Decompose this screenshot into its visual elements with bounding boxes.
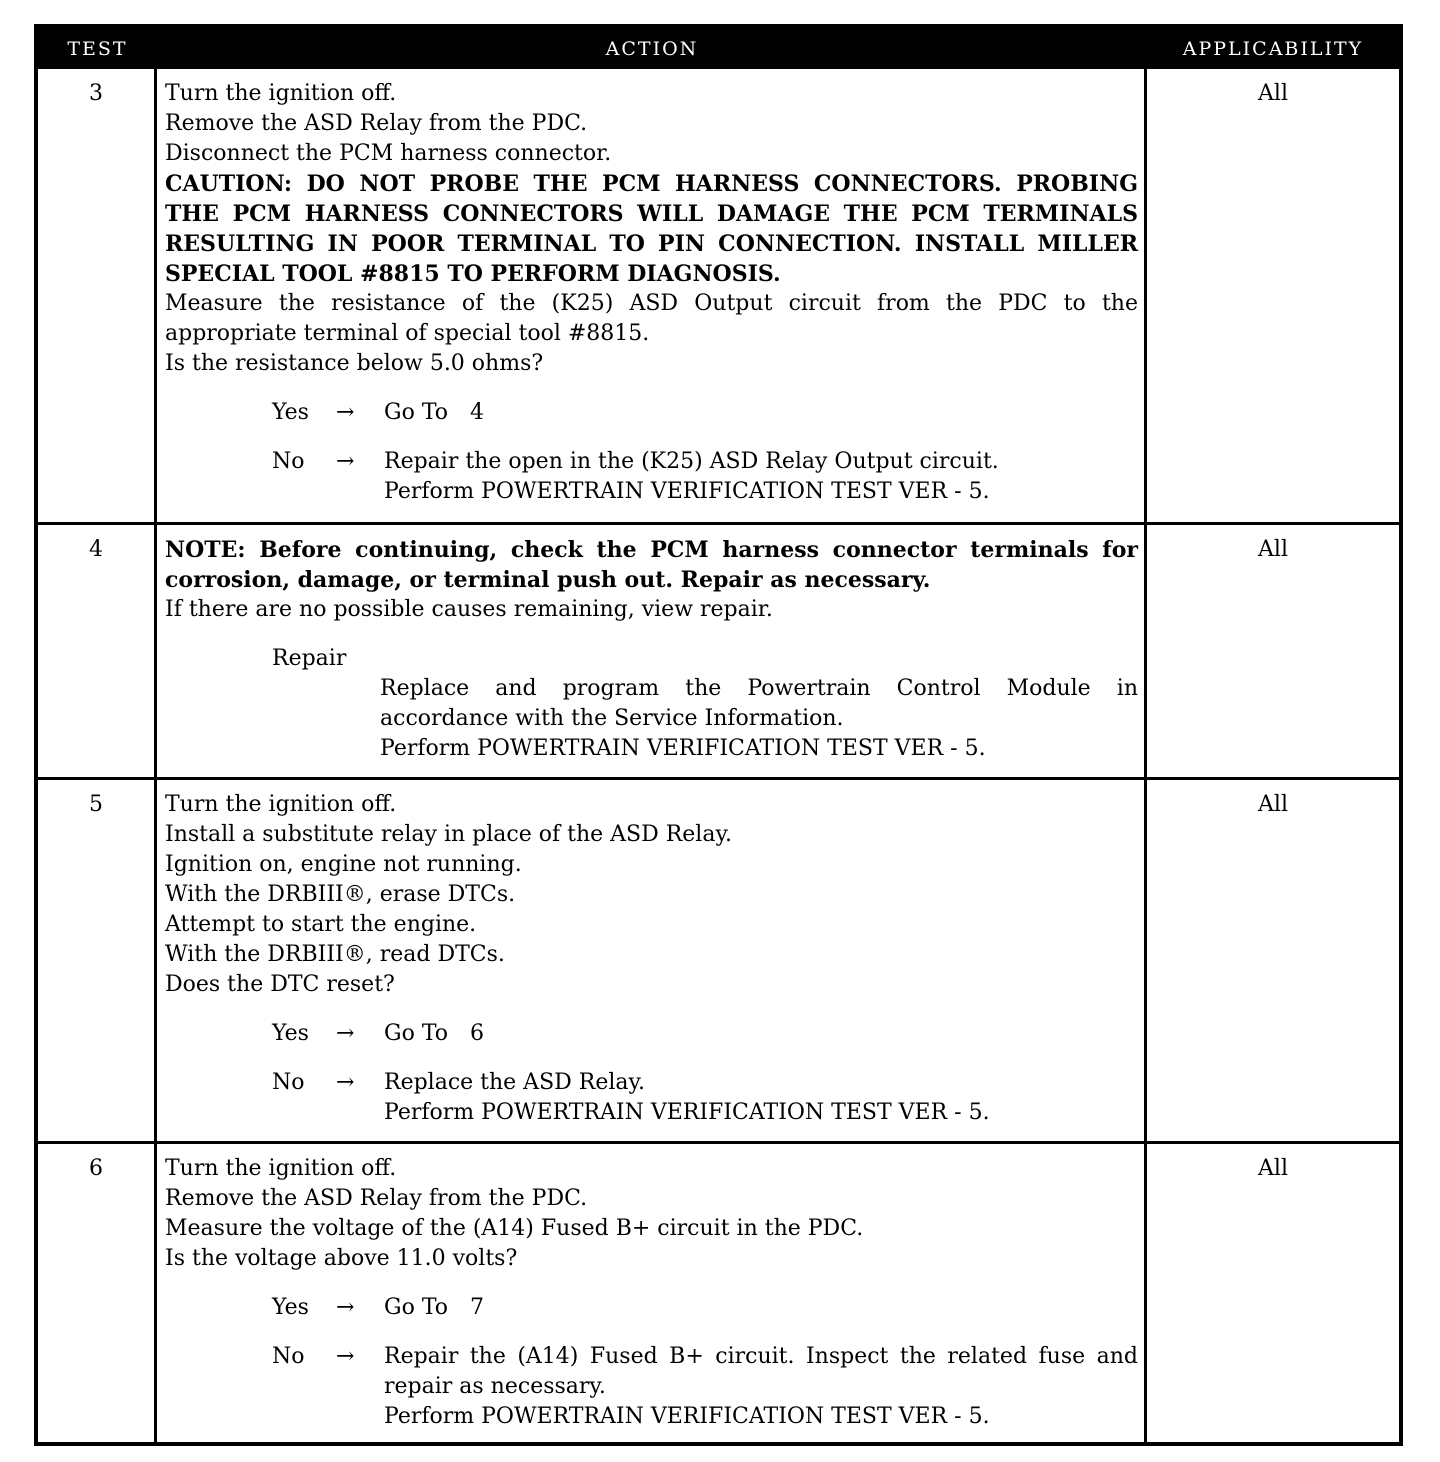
action-step: Disconnect the PCM harness connector. [165, 141, 612, 166]
action-step: Measure the voltage of the (A14) Fused B+ circuit in the PDC. [165, 1216, 864, 1241]
no-label: No [272, 1344, 305, 1369]
goto-number: 4 [470, 400, 485, 425]
goto-text: Go To [384, 1295, 449, 1320]
action-step: Remove the ASD Relay from the PDC. [165, 111, 588, 136]
action-step: Turn the ignition off. [165, 81, 397, 106]
no-result: Repair the open in the (K25) ASD Relay Output circuit. [384, 449, 999, 474]
arrow-icon: → [336, 1295, 355, 1320]
header-action: ACTION [605, 37, 699, 60]
table-row [38, 69, 1399, 522]
yes-label: Yes [272, 1021, 309, 1046]
note-text: NOTE: Before continuing, check the PCM harness connector terminals for corrosion, damage, or terminal push out. Repair as necessary. [165, 537, 1138, 593]
no-label: No [272, 1070, 305, 1095]
action-step: Turn the ignition off. [165, 1156, 397, 1181]
no-result: Perform POWERTRAIN VERIFICATION TEST VER - 5. [384, 479, 990, 504]
no-result: Replace the ASD Relay. [384, 1070, 646, 1095]
applicability-cell: All [1258, 1156, 1288, 1181]
no-choice [165, 1068, 1138, 1128]
action-step: Turn the ignition off. [165, 792, 397, 817]
yes-choice [165, 1019, 1138, 1049]
applicability-cell: All [1258, 537, 1288, 562]
goto-number: 6 [470, 1021, 485, 1046]
no-choice [165, 447, 1138, 507]
no-result: Perform POWERTRAIN VERIFICATION TEST VER - 5. [384, 1100, 990, 1125]
caution-text: CAUTION: DO NOT PROBE THE PCM HARNESS CONNECTORS. PROBING THE PCM HARNESS CONNECTORS WILL DAMAGE THE PCM TERMINALS RESULTING IN POOR TERMINAL TO PIN CONNECTION. INSTALL MILLER SPECIAL TOOL #8815 TO PERFORM DIAGNOSIS. [165, 171, 1138, 287]
yes-choice [165, 398, 1138, 428]
arrow-icon: → [336, 1021, 355, 1046]
applicability-cell: All [1258, 792, 1288, 817]
goto-text: Go To [384, 1021, 449, 1046]
test-number: 5 [38, 780, 157, 1141]
action-question: Is the voltage above 11.0 volts? [165, 1246, 518, 1271]
test-number: 3 [38, 69, 157, 522]
action-step: Measure the resistance of the (K25) ASD Output circuit from the PDC to the appropriate terminal of special tool #8815. [165, 291, 1138, 346]
test-number: 4 [38, 525, 157, 777]
header-applicability: APPLICABILITY [1182, 37, 1364, 60]
no-label: No [272, 449, 305, 474]
choices [165, 1019, 1138, 1128]
repair-text: Replace and program the Powertrain Control Module in accordance with the Service Information. [380, 676, 1138, 731]
no-result: Perform POWERTRAIN VERIFICATION TEST VER - 5. [384, 1404, 990, 1429]
yes-label: Yes [272, 400, 309, 425]
table-row [38, 777, 1399, 1141]
action-cell [157, 525, 1147, 777]
goto-number: 7 [470, 1295, 485, 1320]
diagnostic-table [34, 24, 1403, 1446]
choices [165, 398, 1138, 507]
action-step: Attempt to start the engine. [165, 912, 477, 937]
goto-text: Go To [384, 400, 449, 425]
no-choice [165, 1342, 1138, 1432]
action-step: If there are no possible causes remaining, view repair. [165, 597, 773, 622]
repair-perform: Perform POWERTRAIN VERIFICATION TEST VER - 5. [380, 736, 986, 761]
table-header [38, 28, 1399, 69]
no-result: Repair the (A14) Fused B+ circuit. Inspect the related fuse and repair as necessary. [384, 1344, 1138, 1399]
table-row [38, 1141, 1399, 1442]
arrow-icon: → [336, 1344, 355, 1369]
test-number: 6 [38, 1144, 157, 1442]
action-step: With the DRBIII®, erase DTCs. [165, 882, 516, 907]
applicability-cell: All [1258, 81, 1288, 106]
yes-label: Yes [272, 1295, 309, 1320]
repair-label: Repair [272, 646, 347, 671]
arrow-icon: → [336, 449, 355, 474]
header-test: TEST [67, 37, 128, 60]
action-cell [157, 780, 1147, 1141]
arrow-icon: → [336, 1070, 355, 1095]
action-question: Does the DTC reset? [165, 972, 395, 997]
action-step: With the DRBIII®, read DTCs. [165, 942, 505, 967]
arrow-icon: → [336, 400, 355, 425]
action-step: Ignition on, engine not running. [165, 852, 522, 877]
action-cell [157, 1144, 1147, 1442]
choices [165, 1293, 1138, 1432]
yes-choice [165, 1293, 1138, 1323]
action-step: Install a substitute relay in place of the ASD Relay. [165, 822, 732, 847]
table-row [38, 522, 1399, 777]
action-question: Is the resistance below 5.0 ohms? [165, 351, 544, 376]
action-step: Remove the ASD Relay from the PDC. [165, 1186, 588, 1211]
repair-body [380, 674, 1138, 764]
action-cell [157, 69, 1147, 522]
